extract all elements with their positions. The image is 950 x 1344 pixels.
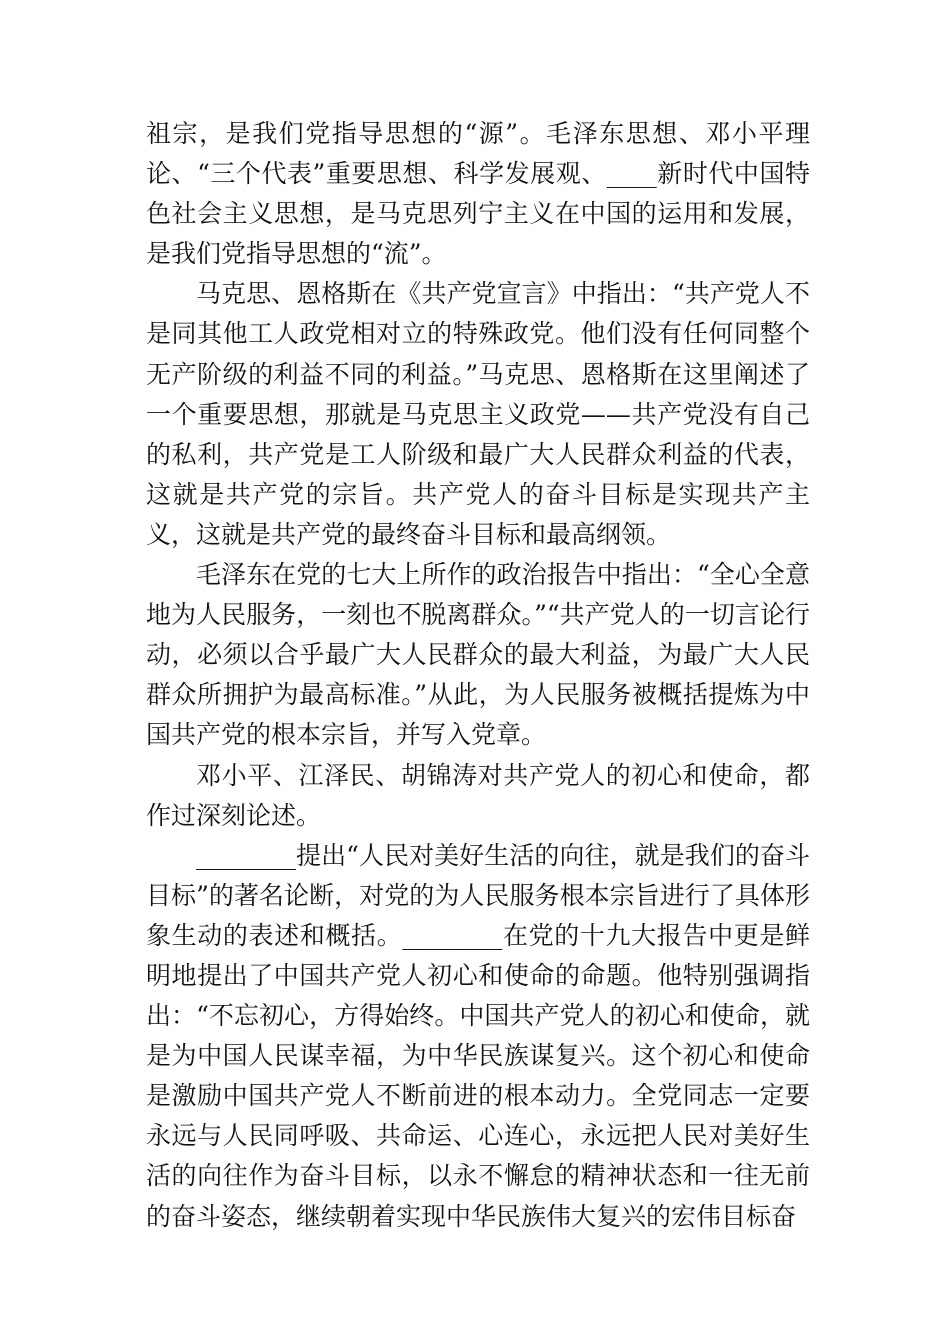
paragraph-continuation: 祖宗，是我们党指导思想的“源”。毛泽东思想、邓小平理论、“三个代表”重要思想、科学发展观、____新时代中国特色社会主义思想，是马克思列宁主义在中国的运用和发展，是我们党指导思想的“流”。 <box>146 119 810 269</box>
document-body <box>146 114 810 1237</box>
paragraph-original-mission: ________提出“人民对美好生活的向往，就是我们的奋斗目标”的著名论断，对党的为人民服务根本宗旨进行了具体形象生动的表述和概括。________在党的十九大报告中更是鲜明地提出了中国共产党人初心和使命的命题。他特别强调指出：“不忘初心，方得始终。中国共产党人的初心和使命，就是为中国人民谋幸福，为中华民族谋复兴。这个初心和使命是激励中国共产党人不断前进的根本动力。全党同志一定要永远与人民同呼吸、共命运、心连心，永远把人民对美好生活的向往作为奋斗目标，以永不懈怠的精神状态和一往无前的奋斗姿态，继续朝着实现中华民族伟大复兴的宏伟目标奋 <box>146 840 810 1231</box>
paragraph-communist-manifesto: 马克思、恩格斯在《共产党宣言》中指出：“共产党人不是同其他工人政党相对立的特殊政党。他们没有任何同整个无产阶级的利益不同的利益。”马克思、恩格斯在这里阐述了一个重要思想，那就是马克思主义政党——共产党没有自己的私利，共产党是工人阶级和最广大人民群众利益的代表，这就是共产党的宗旨。共产党人的奋斗目标是实现共产主义，这就是共产党的最终奋斗目标和最高纲领。 <box>146 279 810 549</box>
paragraph-leaders: 邓小平、江泽民、胡锦涛对共产党人的初心和使命，都作过深刻论述。 <box>146 760 810 830</box>
paragraph-mao-report: 毛泽东在党的七大上所作的政治报告中指出：“全心全意地为人民服务，一刻也不脱离群众。”“共产党人的一切言论行动，必须以合乎最广大人民群众的最大利益，为最广大人民群众所拥护为最高标准。”从此，为人民服务被概括提炼为中国共产党的根本宗旨，并写入党章。 <box>146 560 810 750</box>
